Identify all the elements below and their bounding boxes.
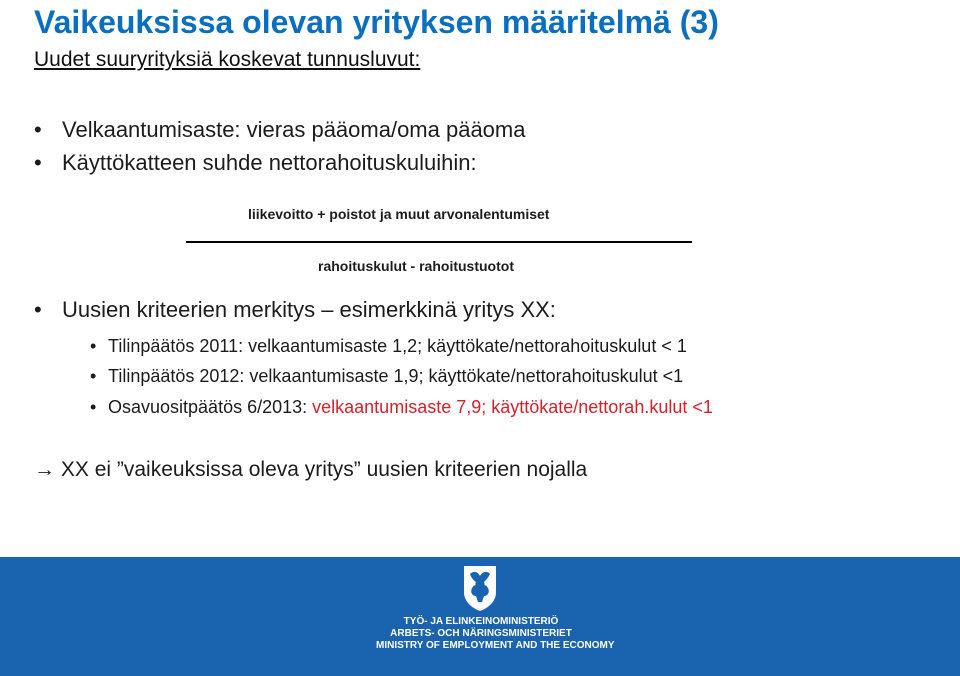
bullet-text: Käyttökatteen suhde nettorahoituskuluihin:: [62, 150, 477, 175]
sub-bullet-2012: [90, 364, 683, 388]
logo-line-en: MINISTRY OF EMPLOYMENT AND THE ECONOMY: [376, 640, 615, 651]
formula-denominator: rahoituskulut - rahoitustuotot: [318, 258, 514, 274]
bullet-dot-icon: •: [90, 397, 97, 417]
conclusion-line: [34, 456, 587, 484]
bullet-dot-icon: •: [34, 150, 42, 175]
bullet-debt-ratio: [34, 116, 525, 144]
bullet-example-company: [34, 296, 556, 324]
bullet-dot-icon: •: [34, 297, 42, 322]
sub-bullet-text: Tilinpäätös 2011: velkaantumisaste 1,2; käyttökate/nettorahoituskulut < 1: [108, 336, 687, 356]
sub-bullet-prefix: Osavuositpäätös 6/2013:: [108, 397, 313, 417]
formula-numerator: liikevoitto + poistot ja muut arvonalentumiset: [248, 206, 550, 222]
sub-bullet-2011: [90, 334, 687, 358]
bullet-text: Velkaantumisaste: vieras pääoma/oma pääoma: [62, 117, 526, 142]
sub-bullet-highlight: velkaantumisaste 7,9; käyttökate/nettorah.kulut <1: [312, 397, 713, 417]
conclusion-text: XX ei ”vaikeuksissa oleva yritys” uusien kriteerien nojalla: [60, 458, 588, 481]
finnish-lion-crest-icon: [460, 564, 500, 612]
bullet-text: Uusien kriteerien merkitys – esimerkkinä yritys XX:: [62, 297, 556, 322]
sub-bullet-2013: [90, 395, 713, 419]
slide-title: Vaikeuksissa olevan yrityksen määritelmä (3): [34, 4, 719, 40]
logo-line-fi: TYÖ- JA ELINKEINOMINISTERIÖ: [403, 616, 559, 627]
bullet-dot-icon: •: [90, 366, 97, 386]
ministry-logo: [376, 562, 615, 674]
bullet-dot-icon: •: [34, 117, 42, 142]
formula-fraction-line: [186, 241, 692, 243]
arrow-right-icon: →: [34, 458, 55, 481]
sub-bullet-text: Tilinpäätös 2012: velkaantumisaste 1,9; käyttökate/nettorahoituskulut <1: [108, 366, 684, 386]
bullet-ebitda-ratio: [34, 149, 477, 177]
slide-subtitle: Uudet suuryrityksiä koskevat tunnusluvut:: [34, 48, 421, 71]
bullet-dot-icon: •: [90, 336, 97, 356]
logo-line-sv: ARBETS- OCH NÄRINGSMINISTERIET: [390, 628, 572, 639]
